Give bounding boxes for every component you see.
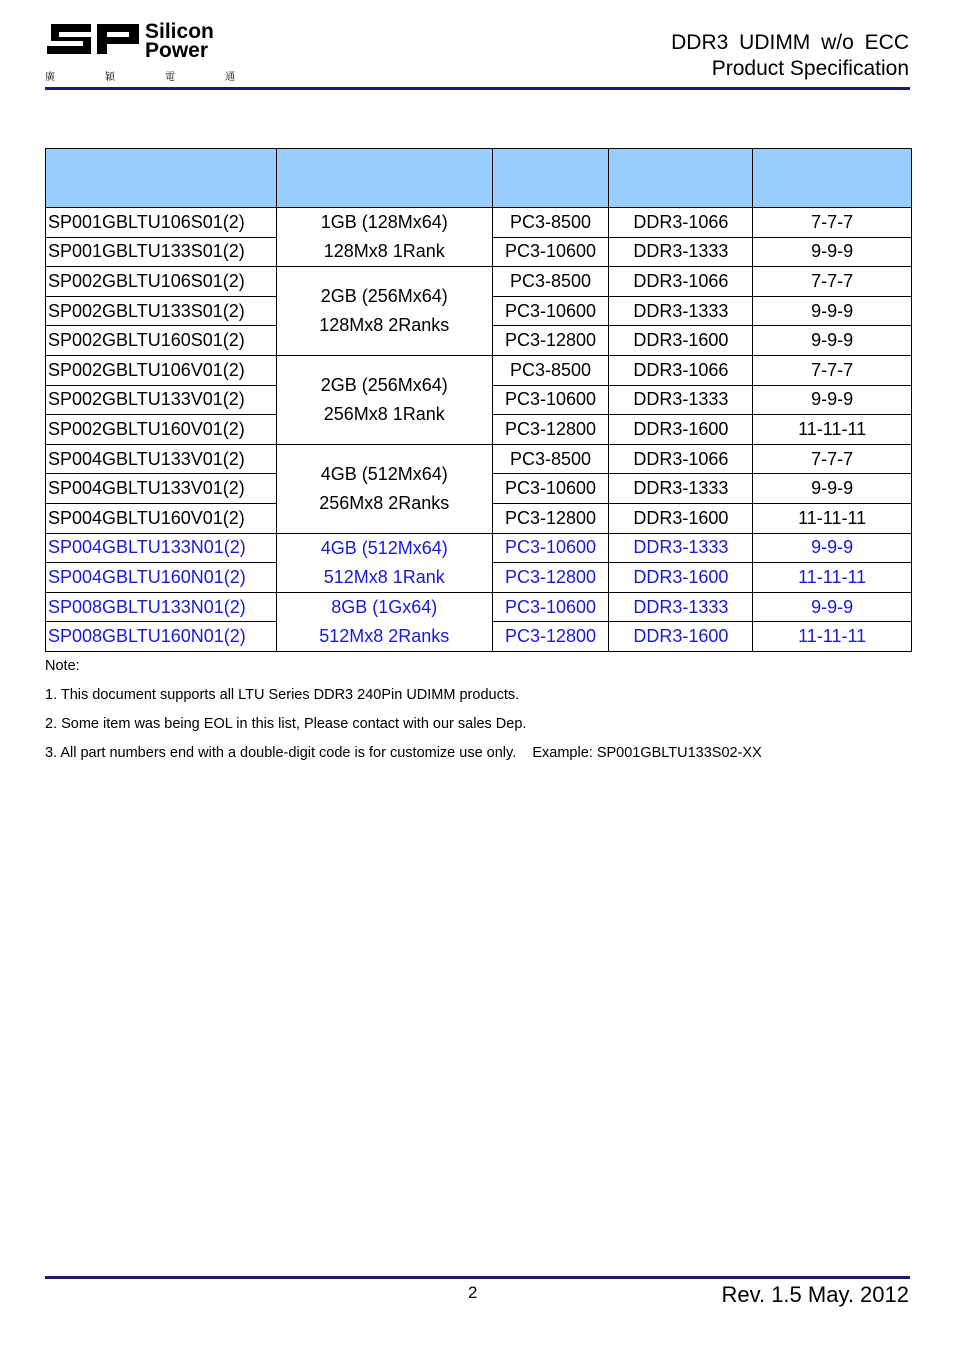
organization-line: 256Mx8 1Rank bbox=[323, 403, 445, 424]
module-cell: PC3-8500 bbox=[492, 355, 609, 385]
speed-cell: DDR3-1333 bbox=[609, 474, 753, 504]
capacity-line: 8GB (1Gx64) bbox=[331, 596, 438, 617]
organization-line: 128Mx8 2Ranks bbox=[319, 315, 450, 336]
cas-latency-cell: 9-9-9 bbox=[753, 474, 912, 504]
table-header-cell bbox=[46, 149, 277, 208]
organization-line: 512Mx8 2Ranks bbox=[319, 625, 450, 646]
speed-cell: DDR3-1333 bbox=[609, 237, 753, 267]
notes-heading: Note: bbox=[45, 658, 80, 674]
cas-latency-cell: 9-9-9 bbox=[753, 385, 912, 415]
cas-latency-cell: 11-11-11 bbox=[753, 415, 912, 445]
logo-word-1: Silicon bbox=[145, 20, 214, 43]
document-title-line-2: Product Specification bbox=[711, 57, 909, 80]
part-number-cell: SP004GBLTU160V01(2) bbox=[46, 503, 277, 533]
capacity-line: 2GB (256Mx64) bbox=[320, 286, 448, 307]
footer-rule bbox=[45, 1276, 910, 1279]
note-item: 2. Some item was being EOL in this list, Please contact with our sales Dep. bbox=[45, 716, 527, 732]
module-cell: PC3-8500 bbox=[492, 444, 609, 474]
part-number-cell: SP001GBLTU106S01(2) bbox=[46, 208, 277, 238]
part-number-cell: SP004GBLTU160N01(2) bbox=[46, 563, 277, 593]
table-row bbox=[46, 355, 912, 385]
table-header-cell bbox=[276, 149, 492, 208]
organization-line: 512Mx8 1Rank bbox=[323, 566, 445, 587]
capacity-line: 1GB (128Mx64) bbox=[320, 212, 448, 233]
page-number: 2 bbox=[468, 1283, 478, 1302]
part-number-cell: SP004GBLTU133V01(2) bbox=[46, 474, 277, 504]
speed-cell: DDR3-1333 bbox=[609, 533, 753, 563]
part-number-cell: SP004GBLTU133N01(2) bbox=[46, 533, 277, 563]
table-header-cell bbox=[492, 149, 609, 208]
notes-section bbox=[45, 656, 762, 772]
speed-cell: DDR3-1600 bbox=[609, 563, 753, 593]
module-cell: PC3-8500 bbox=[492, 208, 609, 238]
part-number-cell: SP004GBLTU133V01(2) bbox=[46, 444, 277, 474]
speed-cell: DDR3-1066 bbox=[609, 208, 753, 238]
module-cell: PC3-12800 bbox=[492, 415, 609, 445]
speed-cell: DDR3-1333 bbox=[609, 296, 753, 326]
speed-cell: DDR3-1600 bbox=[609, 326, 753, 356]
table-header-cell bbox=[609, 149, 753, 208]
module-cell: PC3-12800 bbox=[492, 326, 609, 356]
module-cell: PC3-10600 bbox=[492, 237, 609, 267]
organization-line: 256Mx8 2Ranks bbox=[319, 492, 450, 513]
module-cell: PC3-10600 bbox=[492, 385, 609, 415]
module-cell: PC3-10600 bbox=[492, 533, 609, 563]
revision-label: Rev. 1.5 May. 2012 bbox=[721, 1282, 909, 1307]
cas-latency-cell: 9-9-9 bbox=[753, 592, 912, 622]
header-rule bbox=[45, 87, 910, 90]
organization-line: 128Mx8 1Rank bbox=[323, 241, 445, 262]
module-cell: PC3-10600 bbox=[492, 474, 609, 504]
part-number-cell: SP002GBLTU133S01(2) bbox=[46, 296, 277, 326]
cas-latency-cell: 11-11-11 bbox=[753, 503, 912, 533]
table-body bbox=[46, 208, 912, 652]
logo-cjk-char: 電 bbox=[165, 72, 175, 83]
note-item: 1. This document supports all LTU Series DDR3 240Pin UDIMM products. bbox=[45, 687, 520, 703]
table-row bbox=[46, 444, 912, 474]
module-cell: PC3-12800 bbox=[492, 503, 609, 533]
cas-latency-cell: 7-7-7 bbox=[753, 444, 912, 474]
module-cell: PC3-12800 bbox=[492, 563, 609, 593]
cas-latency-cell: 11-11-11 bbox=[753, 622, 912, 652]
part-number-cell: SP002GBLTU133V01(2) bbox=[46, 385, 277, 415]
capacity-cell bbox=[276, 533, 492, 592]
speed-cell: DDR3-1600 bbox=[609, 503, 753, 533]
part-number-cell: SP008GBLTU133N01(2) bbox=[46, 592, 277, 622]
capacity-line: 4GB (512Mx64) bbox=[320, 537, 448, 558]
capacity-cell bbox=[276, 592, 492, 651]
logo-cjk-char: 通 bbox=[225, 72, 235, 83]
part-number-cell: SP002GBLTU106V01(2) bbox=[46, 355, 277, 385]
cas-latency-cell: 9-9-9 bbox=[753, 237, 912, 267]
part-number-cell: SP008GBLTU160N01(2) bbox=[46, 622, 277, 652]
logo-cjk-char: 穎 bbox=[105, 72, 115, 83]
capacity-cell bbox=[276, 267, 492, 356]
note-item: 3. All part numbers end with a double-digit code is for customize use only. Example: SP001GBLTU133S02-XX bbox=[45, 745, 762, 761]
module-cell: PC3-10600 bbox=[492, 296, 609, 326]
document-title bbox=[671, 30, 909, 82]
cas-latency-cell: 7-7-7 bbox=[753, 355, 912, 385]
part-number-cell: SP002GBLTU160V01(2) bbox=[46, 415, 277, 445]
speed-cell: DDR3-1600 bbox=[609, 622, 753, 652]
speed-cell: DDR3-1600 bbox=[609, 415, 753, 445]
cas-latency-cell: 11-11-11 bbox=[753, 563, 912, 593]
logo-word-2: Power bbox=[145, 39, 209, 62]
logo-cjk-text bbox=[45, 68, 235, 83]
product-spec-table bbox=[45, 148, 912, 652]
table-row bbox=[46, 267, 912, 297]
cas-latency-cell: 7-7-7 bbox=[753, 208, 912, 238]
cas-latency-cell: 7-7-7 bbox=[753, 267, 912, 297]
capacity-line: 2GB (256Mx64) bbox=[320, 374, 448, 395]
speed-cell: DDR3-1066 bbox=[609, 267, 753, 297]
table-header-row bbox=[46, 149, 912, 208]
document-title-line-1: DDR3 UDIMM w/o ECC bbox=[671, 31, 909, 54]
speed-cell: DDR3-1066 bbox=[609, 444, 753, 474]
logo-cjk-char: 廣 bbox=[45, 72, 55, 83]
module-cell: PC3-10600 bbox=[492, 592, 609, 622]
silicon-power-logo bbox=[45, 16, 245, 84]
speed-cell: DDR3-1066 bbox=[609, 355, 753, 385]
module-cell: PC3-8500 bbox=[492, 267, 609, 297]
module-cell: PC3-12800 bbox=[492, 622, 609, 652]
part-number-cell: SP001GBLTU133S01(2) bbox=[46, 237, 277, 267]
part-number-cell: SP002GBLTU106S01(2) bbox=[46, 267, 277, 297]
table-row bbox=[46, 592, 912, 622]
capacity-cell bbox=[276, 355, 492, 444]
cas-latency-cell: 9-9-9 bbox=[753, 296, 912, 326]
part-number-cell: SP002GBLTU160S01(2) bbox=[46, 326, 277, 356]
capacity-cell bbox=[276, 444, 492, 533]
cas-latency-cell: 9-9-9 bbox=[753, 533, 912, 563]
speed-cell: DDR3-1333 bbox=[609, 592, 753, 622]
table-row bbox=[46, 533, 912, 563]
speed-cell: DDR3-1333 bbox=[609, 385, 753, 415]
capacity-cell bbox=[276, 208, 492, 267]
cas-latency-cell: 9-9-9 bbox=[753, 326, 912, 356]
table-row bbox=[46, 208, 912, 238]
table-header-cell bbox=[753, 149, 912, 208]
capacity-line: 4GB (512Mx64) bbox=[320, 463, 448, 484]
